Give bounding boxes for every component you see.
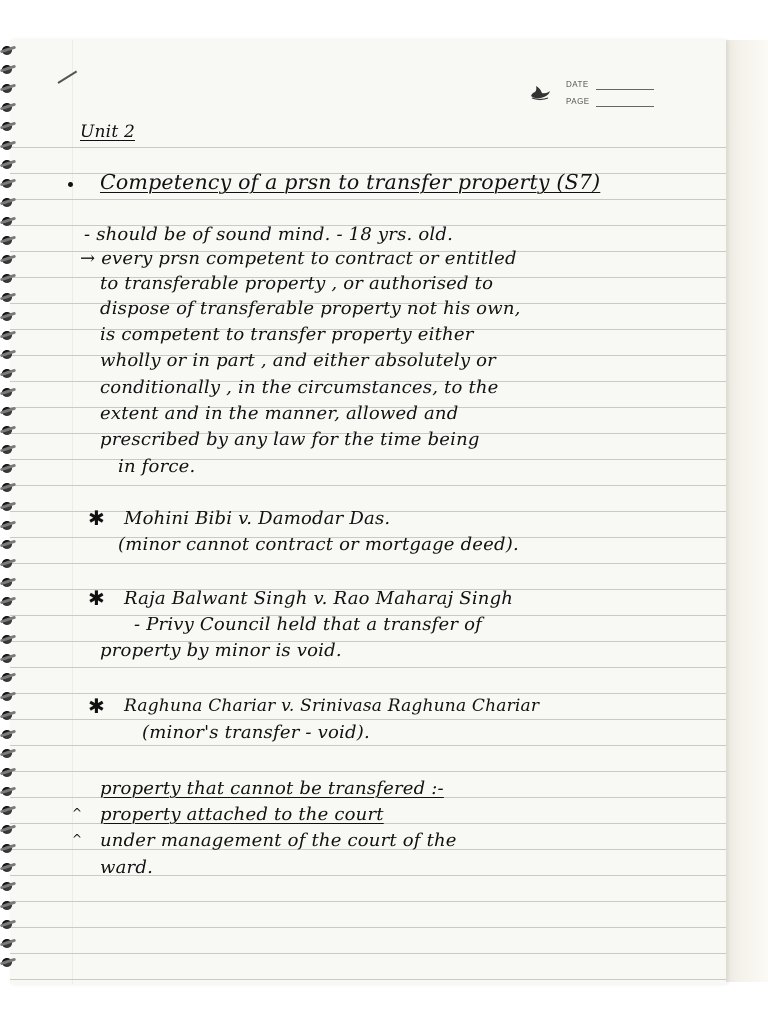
- list-heading: property that cannot be transfered :-: [100, 778, 444, 799]
- list-item: under management of the court of the: [100, 830, 457, 851]
- page-label: PAGE: [566, 97, 590, 106]
- list-item: property attached to the court: [100, 804, 384, 825]
- date-label: DATE: [566, 80, 589, 89]
- caret-bullet-icon: ^: [72, 806, 83, 820]
- asterisk-star-icon: ✱: [88, 694, 105, 718]
- para-line: extent and in the manner, allowed and: [100, 403, 459, 424]
- para-line: dispose of transferable property not his own,: [100, 298, 521, 319]
- para-line: to transferable property , or authorised to: [100, 273, 494, 294]
- case-note: (minor's transfer - void).: [142, 722, 370, 743]
- sheet-header-area: [10, 40, 726, 122]
- section-heading: Competency of a prsn to transfer property (S7): [100, 170, 601, 194]
- para-line: → every prsn competent to contract or entitled: [80, 248, 517, 269]
- case-title: Raja Balwant Singh v. Rao Maharaj Singh: [124, 588, 514, 609]
- spiral-binding: [0, 40, 24, 984]
- page-line: [596, 106, 654, 107]
- case-note: (minor cannot contract or mortgage deed).: [118, 534, 519, 555]
- bullet-dot-icon: [68, 182, 73, 187]
- para-line: wholly or in part , and either absolutely or: [100, 350, 496, 371]
- background-bottom: [0, 982, 768, 1024]
- para-line: in force.: [118, 456, 196, 477]
- asterisk-star-icon: ✱: [88, 506, 105, 530]
- bird-logo-icon: [528, 82, 552, 102]
- background-right-shadow: [722, 40, 768, 1024]
- unit-title: Unit 2: [80, 122, 135, 142]
- para-line: is competent to transfer property either: [100, 324, 474, 345]
- caret-bullet-icon: ^: [72, 832, 83, 846]
- requirement-line: - should be of sound mind. - 18 yrs. old.: [84, 224, 453, 245]
- list-item-continuation: ward.: [100, 857, 153, 878]
- case-title: Raghuna Chariar v. Srinivasa Raghuna Chariar: [124, 696, 540, 716]
- case-title: Mohini Bibi v. Damodar Das.: [124, 508, 391, 529]
- date-line: [596, 89, 654, 90]
- background-top: [0, 0, 768, 44]
- case-note: - Privy Council held that a transfer of: [134, 614, 482, 635]
- case-note: property by minor is void.: [100, 640, 342, 661]
- para-line: conditionally , in the circumstances, to the: [100, 377, 499, 398]
- para-line: prescribed by any law for the time being: [100, 429, 480, 450]
- asterisk-star-icon: ✱: [88, 586, 105, 610]
